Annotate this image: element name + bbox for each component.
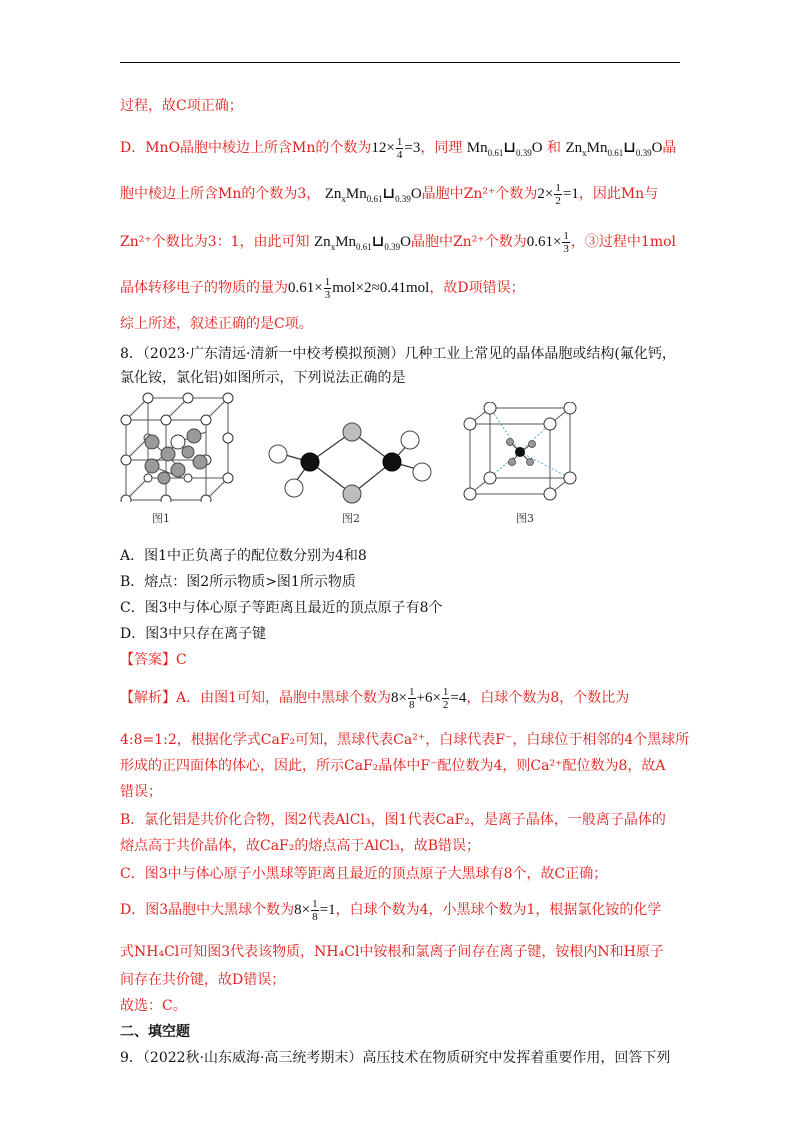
text-line: 4:8=1:2，根据化学式CaF₂可知，黑球代表Ca²⁺，白球代表F⁻，白球位于相邻的4个黑球所 [120,732,690,748]
text-line: D．MnO晶胞中棱边上所含Mn的个数为12× $\frac{1}{4}$ =3，同理 $Mn_{0.61}⊔_{0.39}O$ 和 $Zn_xMn_{0.61}⊔_{0.39}O$晶 [120,136,677,161]
option-a: A．图1中正负离子的配位数分别为4和8 [120,548,367,564]
option-c: C．图3中与体心原子等距离且最近的顶点原子有8个 [120,600,443,616]
figure-3-nh4cl-cell [460,402,580,502]
text-line: Zn²⁺个数比为3：1，由此可知 $Zn_xMn_{0.61}⊔_{0.39}O$晶胞中Zn²⁺个数为0.61× $\frac{1}{3}$ ，③过程中1mol [120,230,677,255]
text-line: 晶体转移电子的物质的量为0.61× $\frac{1}{3}$ mol×2≈0.41mol，故D项错误； [120,276,525,301]
question-8: 8．（2023·广东清远·清新一中校考模拟预测）几种工业上常见的晶体晶胞或结构(氟化钙， [120,346,676,362]
text-line: 式NH₄Cl可知图3代表该物质，NH₄Cl中铵根和氯离子间存在离子键，铵根内N和H原子 [120,944,664,960]
explanation-d: D．图3晶胞中大黑球个数为8× $\frac{1}{8}$ =1，白球个数为4，小黑球个数为1，根据氯化铵的化学 [120,898,662,923]
figure-2-alcl3-dimer [260,418,440,508]
text-line: 形成的正四面体的体心，因此，所示CaF₂晶体中F⁻配位数为4，则Ca²⁺配位数为8，故A [120,758,666,774]
text-line: 间存在共价键，故D错误； [120,972,286,988]
header-rule [120,62,680,63]
n-atom [515,447,525,457]
explanation-c: C．图3中与体心原子小黑球等距离且最近的顶点原子大黑球有8个，故C正确； [120,866,608,882]
text-line: 过程，故C项正确； [120,98,243,114]
text-line: 错误； [120,784,162,800]
question-8-cont: 氯化铵，氯化铝)如图所示，下列说法正确的是 [120,370,406,386]
option-b: B．熔点：图2所示物质>图1所示物质 [120,574,356,590]
explanation-a: 【解析】A．由图1可知，晶胞中黑球个数为8× $\frac{1}{8}$ +6× $\frac{1}{2}$ =4，白球个数为8，个数比为 [120,686,630,711]
question-9: 9．（2022秋·山东威海·高三统考期末）高压技术在物质研究中发挥着重要作用，回答下列 [120,1050,671,1066]
figure-1-caption: 图1 [152,512,170,525]
figure-1-fluorite-cell [118,392,236,502]
al-atom [383,453,401,471]
cl-atom [343,423,361,441]
section-title: 二、填空题 [120,1024,190,1040]
answer: 【答案】C [120,652,187,668]
cl-atom [343,485,361,503]
figure-3-caption: 图3 [516,512,534,525]
conclusion: 故选：C。 [120,998,187,1014]
text-line: 胞中棱边上所含Mn的个数为3， $Zn_xMn_{0.61}⊔_{0.39}O$晶胞中Zn²⁺个数为2× $\frac{1}{2}$ =1，因此Mn与 [120,182,659,207]
text-line: 熔点高于共价晶体，故CaF₂的熔点高于AlCl₃，故B错误； [120,838,481,854]
al-atom [301,453,319,471]
figure-2-caption: 图2 [342,512,360,525]
explanation-b: B．氯化铝是共价化合物，图2代表AlCl₃，图1代表CaF₂，是离子晶体，一般离子晶体的 [120,812,666,828]
text-line: 综上所述，叙述正确的是C项。 [120,316,313,332]
option-d: D．图3中只存在离子键 [120,626,267,642]
